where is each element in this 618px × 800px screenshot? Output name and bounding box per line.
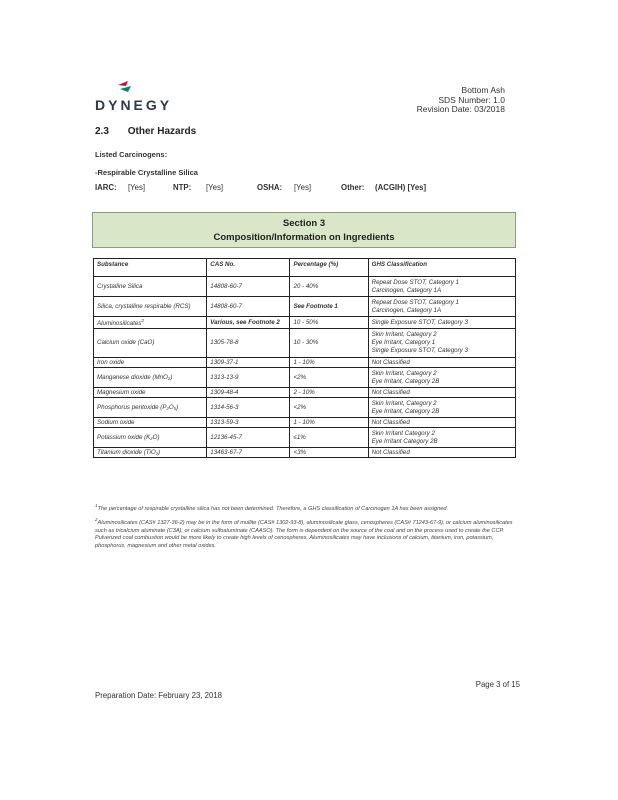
cell-substance: Crystalline Silica xyxy=(94,277,207,297)
agency-value-ntp: [Yes] xyxy=(206,183,224,192)
ghs-classification: Skin Irritant Category 2 xyxy=(371,429,435,437)
table-header-row xyxy=(94,259,516,277)
section-3-banner xyxy=(92,212,516,248)
ghs-classification: Not Classified xyxy=(371,358,410,366)
cell-ghs xyxy=(368,418,515,428)
cell-percentage: ≤1% xyxy=(290,428,368,448)
cell-substance: Manganese dioxide (MnO₂) xyxy=(94,368,207,388)
cell-cas: 12136-45-7 xyxy=(207,428,290,448)
cell-cas: 13463-67-7 xyxy=(207,448,290,458)
cell-cas: 14808-60-7 xyxy=(207,297,290,317)
listed-carcinogens-label: Listed Carcinogens: xyxy=(95,150,168,159)
section-2-3-title xyxy=(95,126,196,137)
ghs-classification: Single Exposure STOT, Category 3 xyxy=(371,347,468,355)
cell-percentage: <3% xyxy=(290,448,368,458)
cell-ghs xyxy=(368,317,515,329)
column-header-cas: CAS No. xyxy=(207,259,290,277)
cell-ghs xyxy=(368,329,515,358)
agency-label-ntp: NTP: xyxy=(173,183,192,192)
cell-percentage: 1 - 10% xyxy=(290,358,368,368)
ghs-classification: Repeat Dose STOT, Category 1 xyxy=(371,278,459,286)
ghs-classification: Not Classified xyxy=(371,418,410,426)
ghs-classification: Eye Irritant, Category 2B xyxy=(371,377,440,385)
cell-percentage: See Footnote 1 xyxy=(290,297,368,317)
agency-value-osha: [Yes] xyxy=(294,183,312,192)
preparation-date: Preparation Date: February 23, 2018 xyxy=(95,691,222,700)
revision-date: Revision Date: 03/2018 xyxy=(416,104,505,114)
cell-ghs xyxy=(368,277,515,297)
cell-cas: 1305-78-8 xyxy=(207,329,290,358)
cell-cas: 1313-13-9 xyxy=(207,368,290,388)
section-3-subheading: Composition/Information on Ingredients xyxy=(213,232,395,243)
dynegy-logo-icon xyxy=(117,80,133,94)
agency-label-osha: OSHA: xyxy=(257,183,283,192)
table-row xyxy=(94,448,516,458)
table-row xyxy=(94,368,516,388)
ghs-classification: Repeat Dose STOT, Category 1 xyxy=(371,298,459,306)
cell-substance: Iron oxide xyxy=(94,358,207,368)
column-header-ghs: GHS Classification xyxy=(368,259,515,277)
document-header-info xyxy=(417,86,505,115)
footnotes xyxy=(95,502,520,553)
ghs-classification: Skin Irritant, Category 2 xyxy=(371,369,437,377)
cell-cas: 1309-37-1 xyxy=(207,358,290,368)
cell-percentage: <2% xyxy=(290,398,368,418)
product-name: Bottom Ash xyxy=(461,85,505,95)
table-row xyxy=(94,277,516,297)
cell-cas: Various, see Footnote 2 xyxy=(207,317,290,329)
cell-substance: Calcium oxide (CaO) xyxy=(94,329,207,358)
table-row xyxy=(94,317,516,329)
cell-percentage: 2 - 10% xyxy=(290,388,368,398)
column-header-percentage: Percentage (%) xyxy=(290,259,368,277)
ghs-classification: Not Classified xyxy=(371,448,410,456)
table-row xyxy=(94,358,516,368)
cell-percentage: 10 - 50% xyxy=(290,317,368,329)
footnote xyxy=(95,502,520,513)
cell-cas: 1313-59-3 xyxy=(207,418,290,428)
cell-ghs xyxy=(368,368,515,388)
section-number: 2.3 xyxy=(95,126,109,137)
column-header-substance: Substance xyxy=(94,259,207,277)
cell-substance: Phosphorus pentoxide (P₂O₅) xyxy=(94,398,207,418)
ghs-classification: Skin Irritant, Category 2 xyxy=(371,399,437,407)
table-row xyxy=(94,398,516,418)
ghs-classification: Eye Irritant, Category 1 xyxy=(371,339,436,347)
cell-ghs xyxy=(368,297,515,317)
footnote xyxy=(95,516,520,550)
footnote-text: The percentage of respirable crystalline silica has not been determined. Therefore, a GHS classification of Carcinogen 1A has been assigned. xyxy=(97,505,449,512)
cell-substance: Aluminosilicates$^2$ xyxy=(94,317,207,329)
ghs-classification: Single Exposure STOT, Category 3 xyxy=(371,318,468,326)
ghs-classification: Carcinogen, Category 1A xyxy=(371,306,442,314)
ingredients-table-body xyxy=(94,277,516,458)
ghs-classification: Carcinogen, Category 1A xyxy=(371,286,442,294)
cell-percentage: 20 - 40% xyxy=(290,277,368,297)
ingredients-table xyxy=(93,258,516,458)
cell-substance: Magnesium oxide xyxy=(94,388,207,398)
cell-substance: Sodium oxide xyxy=(94,418,207,428)
footnote-text: Aluminosilicates (CAS# 1327-36-2) may be in the form of mullite (CAS# 1302-93-8), aluminosilicate glass, cenospheres (CAS# 71243-67-9), or calcium aluminosilicates such as tricalcium aluminate (C3A), or calcium sulfoaluminate (CAASO). The form is dependent on the source of the coal and on the process used to create the CCP. Pulverized coal combustion would be more likely to create high levels of cenospheres. Aluminosilicates may have inclusions of calcium, titanium, iron, potassium, phosphorus, magnesium and other metal oxides. xyxy=(95,520,513,549)
cell-percentage: 1 - 10% xyxy=(290,418,368,428)
footnote-number: 2 xyxy=(95,517,98,523)
table-row xyxy=(94,428,516,448)
ghs-classification: Eye Irritant, Category 2B xyxy=(371,407,440,415)
ghs-classification: Skin Irritant, Category 2 xyxy=(371,331,437,339)
cell-ghs xyxy=(368,388,515,398)
cell-ghs xyxy=(368,448,515,458)
page-number: Page 3 of 15 xyxy=(475,680,520,689)
footnote-number: 1 xyxy=(95,503,98,508)
table-row xyxy=(94,418,516,428)
cell-cas: 14808-60-7 xyxy=(207,277,290,297)
sds-number: SDS Number: 1.0 xyxy=(438,94,505,105)
cell-cas: 1314-56-3 xyxy=(207,398,290,418)
cell-percentage: <2% xyxy=(290,368,368,388)
section-3-heading: Section 3 xyxy=(282,218,326,229)
cell-substance: Potassium oxide (K₂O) xyxy=(94,428,207,448)
agency-label-other: Other: xyxy=(341,183,365,192)
carcinogen-substance: -Respirable Crystalline Silica xyxy=(95,168,198,177)
table-row xyxy=(94,329,516,358)
agency-value-other: (ACGIH) [Yes] xyxy=(375,183,427,192)
section-title: Other Hazards xyxy=(127,126,197,137)
ghs-classification: Not Classified xyxy=(371,388,410,396)
table-row xyxy=(94,297,516,317)
cell-percentage: 10 - 30% xyxy=(290,329,368,358)
agency-value-iarc: [Yes] xyxy=(128,183,146,192)
cell-substance: Titanium dioxide (TiO₂) xyxy=(94,448,207,458)
table-row xyxy=(94,388,516,398)
cell-ghs xyxy=(368,358,515,368)
agency-label-iarc: IARC: xyxy=(95,183,117,192)
ghs-classification: Eye Irritant Category 2B xyxy=(371,437,438,445)
logo-text: DYNEGY xyxy=(95,97,173,113)
cell-cas: 1309-48-4 xyxy=(207,388,290,398)
cell-ghs xyxy=(368,398,515,418)
cell-ghs xyxy=(368,428,515,448)
cell-substance: Silica, crystalline respirable (RCS) xyxy=(94,297,207,317)
